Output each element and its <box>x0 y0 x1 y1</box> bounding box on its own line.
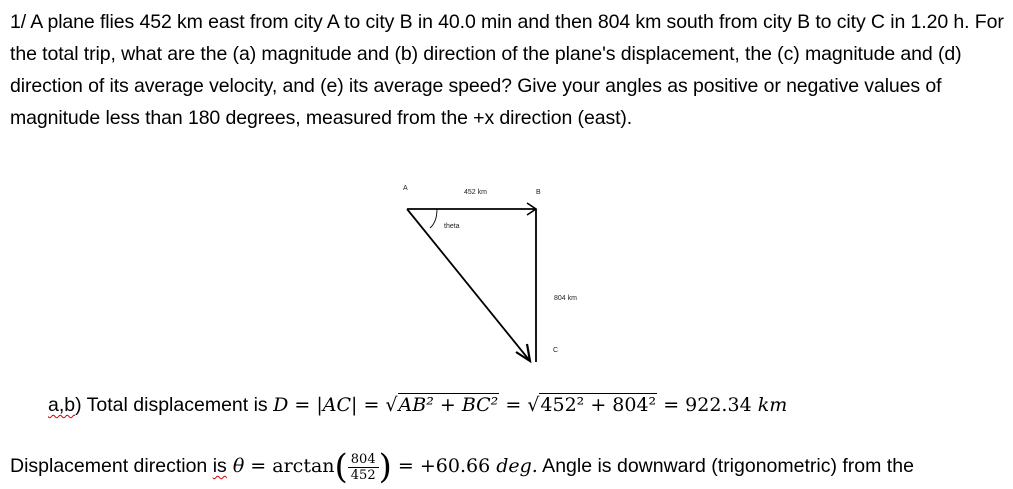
fraction-denominator: 452 <box>350 467 376 483</box>
math-ac: AC <box>322 394 351 416</box>
direction-prefix: Displacement direction <box>10 455 213 477</box>
math-num-expr: 452² + 804² <box>540 394 657 416</box>
math-angle-unit: deg. <box>496 455 538 477</box>
answer-prefix: a,b <box>48 394 76 416</box>
label-ab-length: 452 km <box>464 189 487 196</box>
math-result: = 922.34 <box>657 394 758 416</box>
label-c: C <box>553 347 559 354</box>
label-a: A <box>403 185 408 192</box>
direction-suffix: Angle is downward (trigonometric) from the <box>537 455 914 477</box>
math-d: D <box>273 394 289 416</box>
math-eq2: | = √ <box>351 394 398 416</box>
paren-close: ) <box>378 447 392 487</box>
math-angle-result: = +60.66 <box>391 455 497 477</box>
math-arctan: = arctan <box>244 455 335 477</box>
math-eq3: = √ <box>499 394 540 416</box>
label-b: B <box>536 189 541 196</box>
vector-ac <box>407 209 530 361</box>
answer-prefix-text: ) Total displacement is <box>75 394 274 416</box>
math-unit: km <box>757 394 788 416</box>
fraction-numerator: 804 <box>348 452 379 468</box>
label-theta: theta <box>444 223 460 230</box>
fraction <box>348 452 379 483</box>
math-eq1: = | <box>288 394 323 416</box>
solution-line-displacement <box>48 394 787 417</box>
math-sum-expr: AB² + BC² <box>398 394 499 416</box>
label-bc-length: 804 km <box>554 295 577 302</box>
solution-line-direction <box>10 447 914 487</box>
theta-arc <box>430 209 437 228</box>
direction-is: is <box>212 455 227 477</box>
problem-statement: 1/ A plane flies 452 km east from city A to city B in 40.0 min and then 804 km south from city B to city C in 1.20 h. For the total trip, what are the (a) magnitude and (b) direction of the plane's displacement, the (c) magnitude and (d) direction of its average velocity, and (e) its average speed? Give your angles as positive or negative values of magnitude less than 180 degrees, measured from the +x direction (east). <box>10 11 1004 129</box>
math-theta: θ <box>226 455 245 477</box>
paren-open: ( <box>334 447 348 487</box>
